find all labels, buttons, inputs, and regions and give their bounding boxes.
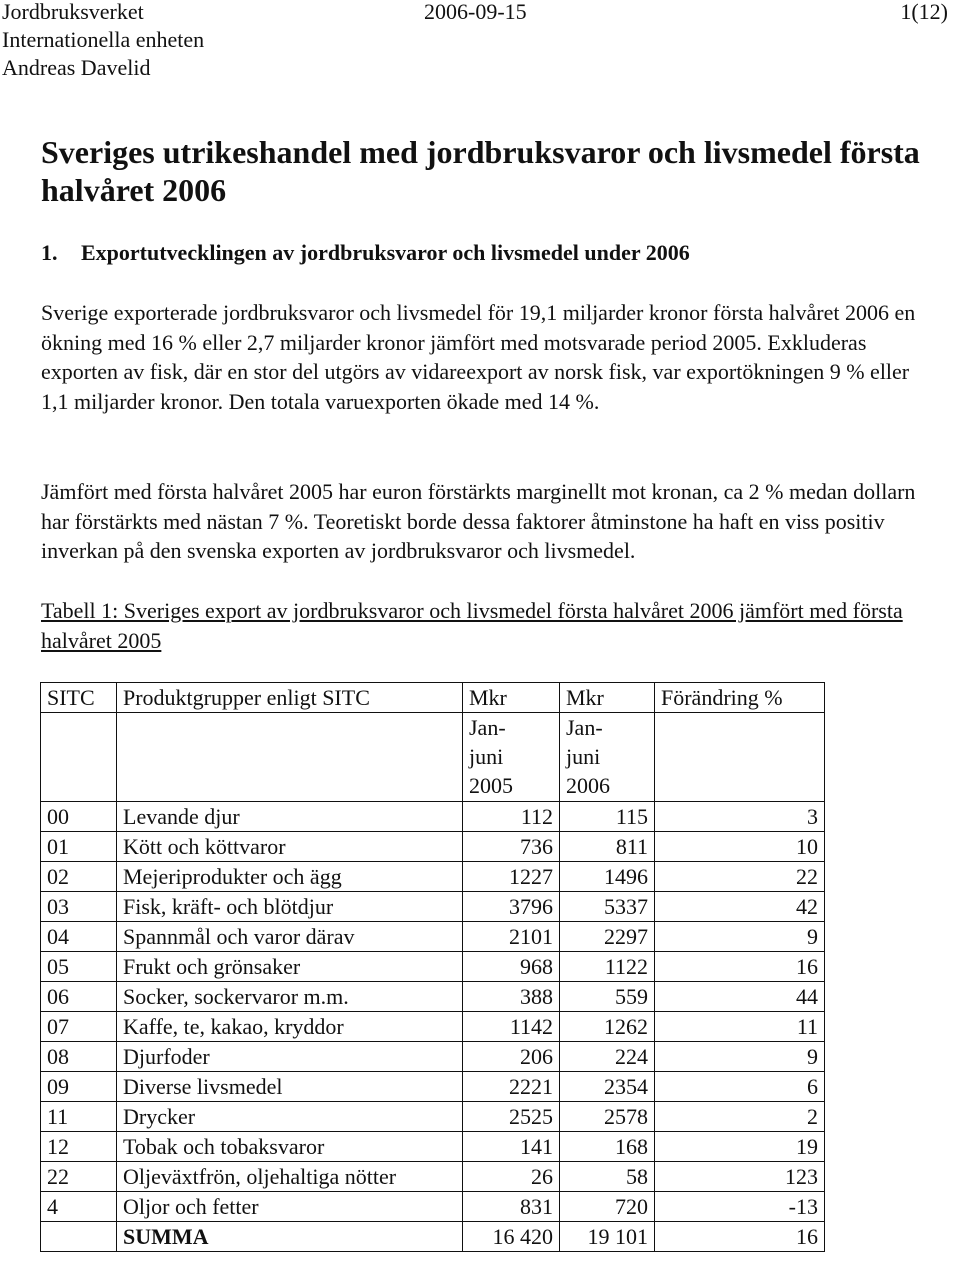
cell-product-group: Oljor och fetter [117,1192,463,1222]
paragraph-currency: Jämfört med första halvåret 2005 har euron förstärkts marginellt mot kronan, ca 2 % medan dollarn har förstärkts med nästan 7 %. Teoretiskt borde dessa faktorer åtminstone ha haft en viss positiv inverkan på den svenska exporten av jordbruksvaror och livsmedel. [41,479,916,563]
subheader-product-group [117,713,463,802]
cell-mkr-2005: 2221 [463,1072,560,1102]
table-subheader-row [41,713,825,802]
cell-mkr-2006: 2578 [560,1102,655,1132]
cell-mkr-2006: 5337 [560,892,655,922]
cell-mkr-2005: 2101 [463,922,560,952]
total-product-group: SUMMA [117,1222,463,1252]
table-total-row [41,1222,825,1252]
section-heading [41,238,690,268]
cell-mkr-2005: 2525 [463,1102,560,1132]
subheader-change-percent [655,713,825,802]
cell-product-group: Kött och köttvaror [117,832,463,862]
total-mkr-2005: 16 420 [463,1222,560,1252]
cell-product-group: Levande djur [117,802,463,832]
cell-mkr-2006: 2354 [560,1072,655,1102]
cell-product-group: Drycker [117,1102,463,1132]
table-row [41,1012,825,1042]
document-title: Sveriges utrikeshandel med jordbruksvaror och livsmedel första halvåret 2006 [41,134,920,208]
cell-change-percent: 10 [655,832,825,862]
table-row [41,832,825,862]
header-date: 2006-09-15 [424,0,527,24]
cell-sitc-code: 01 [41,832,117,862]
table-row [41,1192,825,1222]
table-header-row [41,683,825,713]
cell-change-percent: 42 [655,892,825,922]
cell-sitc-code: 11 [41,1102,117,1132]
cell-mkr-2006: 1122 [560,952,655,982]
export-table [40,682,825,1252]
table-row [41,802,825,832]
table-row [41,922,825,952]
table-row [41,1162,825,1192]
total-mkr-2006: 19 101 [560,1222,655,1252]
cell-mkr-2005: 1142 [463,1012,560,1042]
cell-sitc-code: 4 [41,1192,117,1222]
cell-mkr-2005: 968 [463,952,560,982]
header-org: Jordbruksverket [2,0,144,24]
cell-mkr-2006: 811 [560,832,655,862]
cell-change-percent: 123 [655,1162,825,1192]
cell-change-percent: 2 [655,1102,825,1132]
cell-mkr-2006: 1496 [560,862,655,892]
cell-sitc-code: 06 [41,982,117,1012]
cell-product-group: Fisk, kräft- och blötdjur [117,892,463,922]
header-author: Andreas Davelid [2,55,151,80]
table-row [41,1042,825,1072]
table-row [41,1072,825,1102]
table-row [41,892,825,922]
cell-product-group: Oljeväxtfrön, oljehaltiga nötter [117,1162,463,1192]
cell-mkr-2006: 58 [560,1162,655,1192]
cell-change-percent: 19 [655,1132,825,1162]
cell-mkr-2006: 2297 [560,922,655,952]
cell-change-percent: -13 [655,1192,825,1222]
total-sitc-code [41,1222,117,1252]
table-row [41,982,825,1012]
subheader-sitc-code [41,713,117,802]
table-row [41,952,825,982]
paragraph-export-summary: Sverige exporterade jordbruksvaror och livsmedel för 19,1 miljarder kronor första halvåret 2006 en ökning med 16 % eller 2,7 miljarder kronor jämfört med motsvarade period 2005. Exkluderas exporten av fisk, där en stor del utgörs av vidareexport av norsk fisk, var exportökningen 9 % eller 1,1 miljarder kronor. Den totala varuexporten ökade med 14 %. [41,300,916,414]
cell-mkr-2005: 388 [463,982,560,1012]
cell-mkr-2005: 26 [463,1162,560,1192]
cell-product-group: Socker, sockervaror m.m. [117,982,463,1012]
cell-mkr-2005: 3796 [463,892,560,922]
cell-mkr-2006: 224 [560,1042,655,1072]
header-change-percent: Förändring % [655,683,825,713]
header-mkr-2005: Mkr [463,683,560,713]
cell-mkr-2006: 115 [560,802,655,832]
cell-sitc-code: 03 [41,892,117,922]
cell-change-percent: 16 [655,952,825,982]
cell-mkr-2005: 141 [463,1132,560,1162]
cell-change-percent: 9 [655,922,825,952]
cell-mkr-2005: 1227 [463,862,560,892]
cell-sitc-code: 22 [41,1162,117,1192]
cell-sitc-code: 05 [41,952,117,982]
cell-mkr-2005: 112 [463,802,560,832]
cell-change-percent: 11 [655,1012,825,1042]
cell-mkr-2005: 831 [463,1192,560,1222]
cell-product-group: Djurfoder [117,1042,463,1072]
cell-change-percent: 44 [655,982,825,1012]
cell-change-percent: 6 [655,1072,825,1102]
header-product-group: Produktgrupper enligt SITC [117,683,463,713]
table-row [41,1132,825,1162]
total-change-percent: 16 [655,1222,825,1252]
header-unit: Internationella enheten [2,27,205,52]
subheader-mkr-2006: Jan- juni 2006 [560,713,655,802]
cell-sitc-code: 07 [41,1012,117,1042]
cell-product-group: Diverse livsmedel [117,1072,463,1102]
subheader-mkr-2005: Jan- juni 2005 [463,713,560,802]
header-page-number: 1(12) [900,0,948,24]
cell-change-percent: 9 [655,1042,825,1072]
table-row [41,862,825,892]
cell-mkr-2005: 206 [463,1042,560,1072]
table-caption: Tabell 1: Sveriges export av jordbruksvaror och livsmedel första halvåret 2006 jämfört med första halvåret 2005 [41,598,903,653]
cell-sitc-code: 12 [41,1132,117,1162]
cell-product-group: Frukt och grönsaker [117,952,463,982]
cell-mkr-2005: 736 [463,832,560,862]
header-mkr-2006: Mkr [560,683,655,713]
cell-mkr-2006: 720 [560,1192,655,1222]
cell-product-group: Kaffe, te, kakao, kryddor [117,1012,463,1042]
section-heading-text: Exportutvecklingen av jordbruksvaror och livsmedel under 2006 [81,240,690,265]
cell-mkr-2006: 168 [560,1132,655,1162]
cell-sitc-code: 08 [41,1042,117,1072]
table-row [41,1102,825,1132]
cell-mkr-2006: 1262 [560,1012,655,1042]
cell-change-percent: 3 [655,802,825,832]
cell-sitc-code: 04 [41,922,117,952]
cell-mkr-2006: 559 [560,982,655,1012]
cell-sitc-code: 00 [41,802,117,832]
cell-sitc-code: 09 [41,1072,117,1102]
cell-sitc-code: 02 [41,862,117,892]
cell-product-group: Mejeriprodukter och ägg [117,862,463,892]
cell-product-group: Spannmål och varor därav [117,922,463,952]
cell-change-percent: 22 [655,862,825,892]
section-number: 1. [41,240,58,265]
cell-product-group: Tobak och tobaksvaror [117,1132,463,1162]
header-sitc-code: SITC [41,683,117,713]
